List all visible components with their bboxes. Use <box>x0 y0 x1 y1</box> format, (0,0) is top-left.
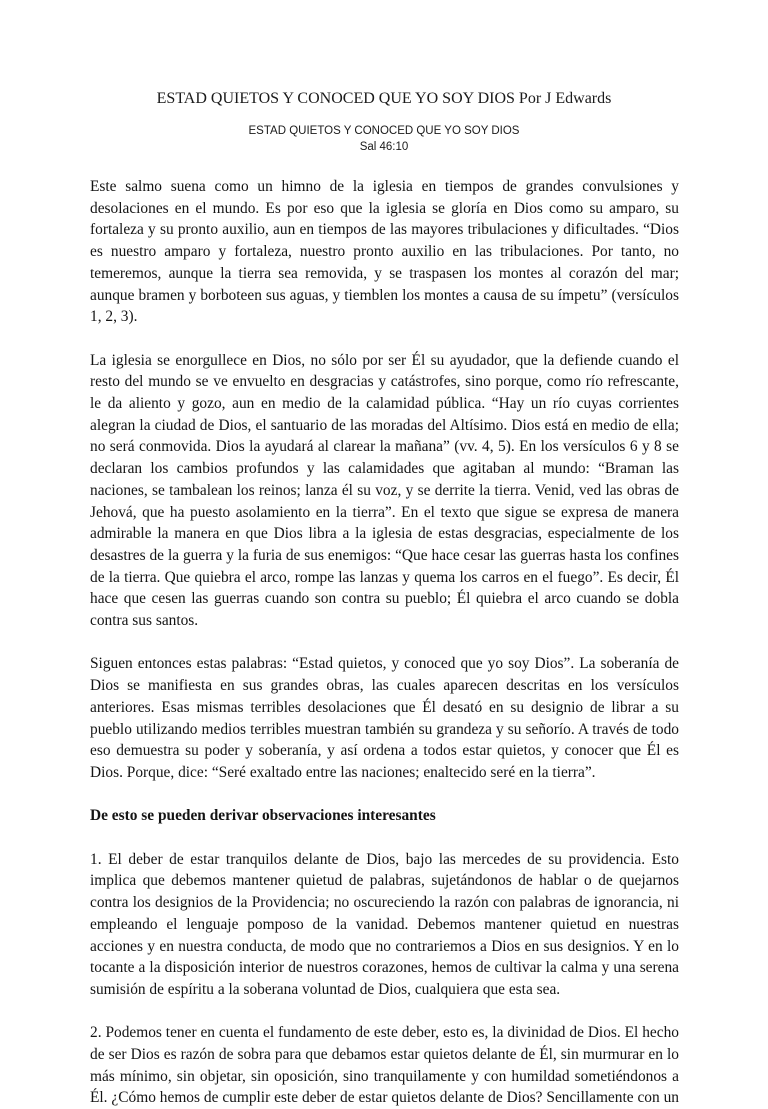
paragraph-be-still: Siguen entonces estas palabras: “Estad quietos, y conoced que yo soy Dios”. La soberanía de Dios se manifiesta en sus grandes obras, las cuales aparecen descritas en los versículos anteriores. Esas mismas terribles desolaciones que Él desató en su designio de librar a su pueblo utilizando medios terribles muestran también su grandeza y su señorío. A través de todo eso demuestra su poder y soberanía, y así ordena a todos estar quietos, y conocer que Él es Dios. Porque, dice: “Seré exaltado entre las naciones; enaltecido seré en la tierra”. <box>90 655 679 781</box>
paragraph-church-glory: La iglesia se enorgullece en Dios, no sólo por ser Él su ayudador, que la defiende cuando el resto del mundo se ve envuelto en desgracias y catástrofes, sino porque, como río refrescante, le da aliento y gozo, aun en medio de la calamidad pública. “Hay un río cuyas corrientes alegran la ciudad de Dios, el santuario de las moradas del Altísimo. Dios está en medio de ella; no será conmovida. Dios la ayudará al clarear la mañana” (vv. 4, 5). En los versículos 6 y 8 se declaran los cambios profundos y las calamidades que agitaban al mundo: “Braman las naciones, se tambalean los reinos; lanza él su voz, y se derrite la tierra. Venid, ved las obras de Jehová, que ha puesto asolamiento en la tierra”. En el texto que sigue se expresa de manera admirable la manera en que Dios libra a la iglesia de estas desgracias, especialmente de los desastres de la guerra y la furia de sus enemigos: “Que hace cesar las guerras hasta los confines de la tierra. Que quiebra el arco, rompe las lanzas y quema los carros en el fuego”. Es decir, Él hace que cesen las guerras cuando son contra su pueblo; Él quiebra el arco cuando se dobla contra sus santos. <box>90 351 679 630</box>
scripture-reference: Sal 46:10 <box>359 141 409 153</box>
paragraph-intro: Este salmo suena como un himno de la iglesia en tiempos de grandes convulsiones y desolaciones en el mundo. Es por eso que la iglesia se gloría en Dios como su amparo, su fortaleza y su pronto auxilio, aun en tiempos de las mayores tribulaciones y dificultades. “Dios es nuestro amparo y fortaleza, nuestro pronto auxilio en las tribulaciones. Por tanto, no temeremos, aunque la tierra sea removida, y se traspasen los montes al corazón del mar; aunque bramen y borboteen sus aguas, y tiemblen los montes a causa de su ímpetu” (versículos 1, 2, 3). <box>90 178 679 326</box>
document-body <box>90 176 679 1109</box>
section-heading: De esto se pueden derivar observaciones interesantes <box>90 807 436 825</box>
subtitle-heading: ESTAD QUIETOS Y CONOCED QUE YO SOY DIOS <box>248 125 520 137</box>
document-title: ESTAD QUIETOS Y CONOCED QUE YO SOY DIOS Por J Edwards <box>156 90 612 107</box>
observation-1: 1. El deber de estar tranquilos delante de Dios, bajo las mercedes de su providencia. Esto implica que debemos mantener quietud de palabras, sujetándonos de hablar o de quejarnos contra los designios de la Providencia; no oscureciendo la razón con palabras de ignorancia, ni empleando el lenguaje pomposo de la vanidad. Debemos mantener quietud en nuestras acciones y en nuestra conducta, de modo que no contrariemos a Dios en sus designios. Y en lo tocante a la disposición interior de nuestros corazones, hemos de cultivar la calma y una serena sumisión de espíritu a la soberana voluntad de Dios, cualquiera que esta sea. <box>90 850 679 998</box>
observation-2: 2. Podemos tener en cuenta el fundamento de este deber, esto es, la divinidad de Dios. El hecho de ser Dios es razón de sobra para que debamos estar quietos delante de Él, sin murmurar en lo más mínimo, sin objetar, sin oposición, sino tranquilamente y con humildad sometiéndonos a Él. ¿Cómo hemos de cumplir este deber de estar quietos delante de Dios? Sencillamente con un <box>90 1024 679 1107</box>
document-subtitle <box>0 123 768 155</box>
